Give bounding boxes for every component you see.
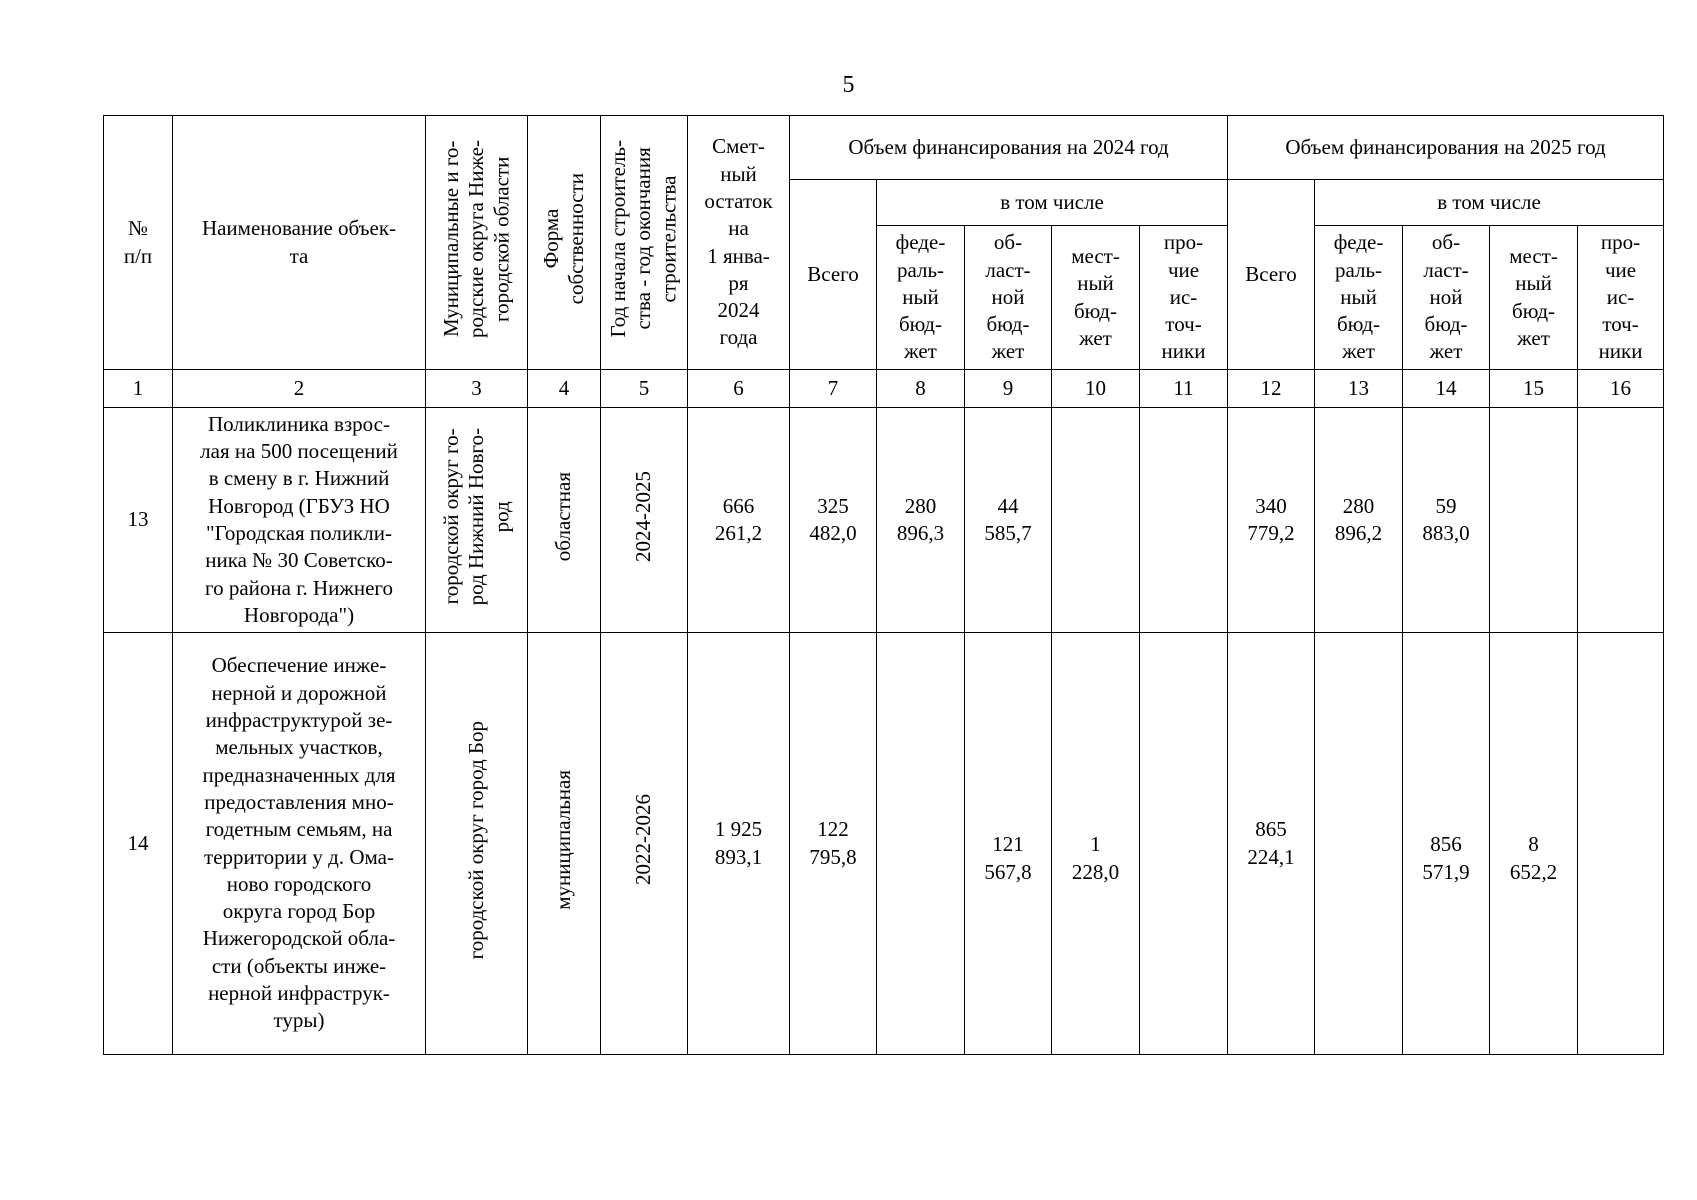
table-row xyxy=(104,408,1664,633)
header-total-2025: Всего xyxy=(1228,180,1315,370)
column-number: 12 xyxy=(1228,370,1315,408)
row-other-2025 xyxy=(1578,633,1664,1055)
header-other-2024: про- чие ис- точ- ники xyxy=(1140,226,1228,370)
header-years: Год начала строитель- ства - год окончания строительства xyxy=(601,116,688,370)
column-number: 13 xyxy=(1315,370,1403,408)
column-number: 11 xyxy=(1140,370,1228,408)
header-row-main xyxy=(104,116,1664,180)
header-regional-2025: об- ласт- ной бюд- жет xyxy=(1403,226,1490,370)
row-ownership: муниципальная xyxy=(528,633,601,1055)
column-number: 6 xyxy=(688,370,790,408)
column-number: 8 xyxy=(877,370,965,408)
header-financing-2024: Объем финансирования на 2024 год xyxy=(790,116,1228,180)
header-local-2024: мест- ный бюд- жет xyxy=(1052,226,1140,370)
header-total-2024: Всего xyxy=(790,180,877,370)
header-other-2025: про- чие ис- точ- ники xyxy=(1578,226,1664,370)
row-remainder: 1 925 893,1 xyxy=(688,633,790,1055)
header-including-2024: в том числе xyxy=(877,180,1228,226)
header-name: Наименование объек- та xyxy=(173,116,426,370)
row-local-2025 xyxy=(1490,408,1578,633)
header-including-2025: в том числе xyxy=(1315,180,1664,226)
row-total-2025: 865 224,1 xyxy=(1228,633,1315,1055)
page-number: 5 xyxy=(842,72,855,98)
row-regional-2025: 59 883,0 xyxy=(1403,408,1490,633)
column-number: 9 xyxy=(965,370,1052,408)
header-financing-2025: Объем финансирования на 2025 год xyxy=(1228,116,1664,180)
row-other-2025 xyxy=(1578,408,1664,633)
column-number: 7 xyxy=(790,370,877,408)
row-federal-2025: 280 896,2 xyxy=(1315,408,1403,633)
column-number: 5 xyxy=(601,370,688,408)
row-local-2024 xyxy=(1052,408,1140,633)
column-number: 10 xyxy=(1052,370,1140,408)
column-number: 15 xyxy=(1490,370,1578,408)
row-regional-2025: 856 571,9 xyxy=(1403,633,1490,1055)
column-number: 3 xyxy=(426,370,528,408)
row-num: 14 xyxy=(104,633,173,1055)
row-total-2024: 122 795,8 xyxy=(790,633,877,1055)
row-object-name: Поликлиника взрос- лая на 500 посещений в смену в г. Нижний Новгород (ГБУЗ НО "Городская поликли- ника № 30 Советско- го района г. Нижнего Новгорода") xyxy=(173,408,426,633)
column-number: 14 xyxy=(1403,370,1490,408)
column-number: 2 xyxy=(173,370,426,408)
table-row xyxy=(104,633,1664,1055)
header-remainder: Смет- ный остаток на 1 янва- ря 2024 года xyxy=(688,116,790,370)
row-total-2024: 325 482,0 xyxy=(790,408,877,633)
row-municipality: городской округ го- род Нижний Новго- род xyxy=(426,408,528,633)
row-local-2025: 8 652,2 xyxy=(1490,633,1578,1055)
financing-table xyxy=(103,115,1664,1055)
row-remainder: 666 261,2 xyxy=(688,408,790,633)
row-total-2025: 340 779,2 xyxy=(1228,408,1315,633)
row-num: 13 xyxy=(104,408,173,633)
column-number: 1 xyxy=(104,370,173,408)
row-other-2024 xyxy=(1140,633,1228,1055)
header-federal-2025: феде- раль- ный бюд- жет xyxy=(1315,226,1403,370)
row-ownership: областная xyxy=(528,408,601,633)
header-municipality: Муниципальные и го- родские округа Ниже- городской области xyxy=(426,116,528,370)
row-federal-2025 xyxy=(1315,633,1403,1055)
header-local-2025: мест- ный бюд- жет xyxy=(1490,226,1578,370)
row-municipality: городской округ город Бор xyxy=(426,633,528,1055)
row-federal-2024: 280 896,3 xyxy=(877,408,965,633)
row-object-name: Обеспечение инже- нерной и дорожной инфраструктурой зе- мельных участков, предназначенных для предоставления мно- годетным семьям, на территории у д. Ома- ново городского округа город Бор Нижегородской обла- сти (объекты инже- нерной инфраструк- туры) xyxy=(173,633,426,1055)
row-regional-2024: 44 585,7 xyxy=(965,408,1052,633)
column-number: 16 xyxy=(1578,370,1664,408)
row-years: 2024-2025 xyxy=(601,408,688,633)
row-years: 2022-2026 xyxy=(601,633,688,1055)
header-federal-2024: феде- раль- ный бюд- жет xyxy=(877,226,965,370)
row-federal-2024 xyxy=(877,633,965,1055)
header-num: № п/п xyxy=(104,116,173,370)
row-other-2024 xyxy=(1140,408,1228,633)
row-local-2024: 1 228,0 xyxy=(1052,633,1140,1055)
header-ownership: Форма собственности xyxy=(528,116,601,370)
row-regional-2024: 121 567,8 xyxy=(965,633,1052,1055)
column-numbers-row xyxy=(104,370,1664,408)
header-regional-2024: об- ласт- ной бюд- жет xyxy=(965,226,1052,370)
column-number: 4 xyxy=(528,370,601,408)
